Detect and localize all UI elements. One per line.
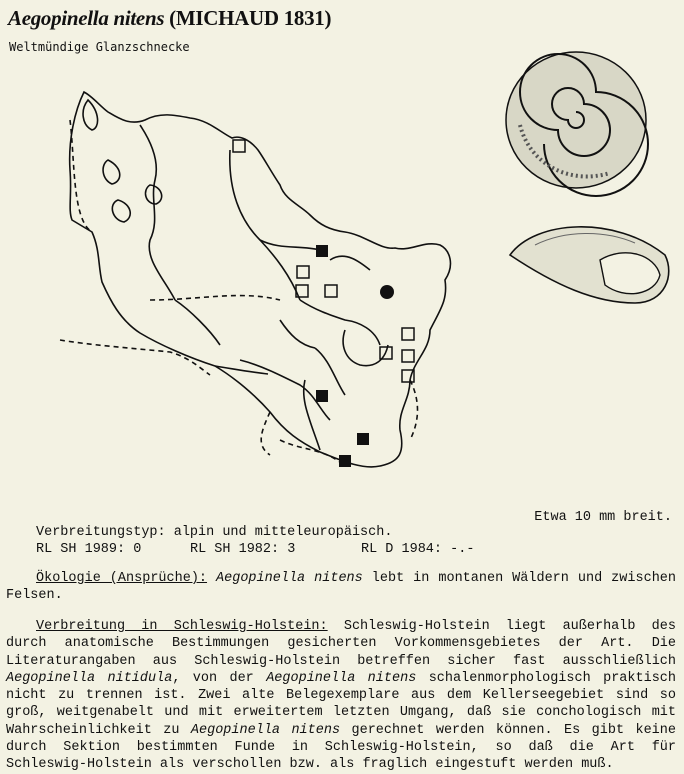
record-filled-square <box>316 390 328 402</box>
record-filled-square <box>357 433 369 445</box>
page-title <box>8 6 331 31</box>
ecology-species: Aegopinella nitens <box>216 571 363 586</box>
distribution-text-3: schalenmorphologisch praktisch nicht zu trennen ist. Zwei alte Belegexemplare aus dem Kellerseegebiet sind so groß, weitgenabelt und mit erweitertem letzten Umgang, daß sie conchologisch mit Wahrscheinlichkeit zu <box>6 670 677 738</box>
distribution-species-2: Aegopinella nitens <box>266 670 417 686</box>
record-filled-circle <box>380 285 394 299</box>
shell-top-view <box>500 45 680 205</box>
distribution-type: Verbreitungstyp: alpin und mitteleuropäisch. <box>36 525 393 540</box>
distribution-heading: Verbreitung in Schleswig-Holstein: <box>36 619 328 634</box>
rl-d-1984: RL D 1984: -.- <box>361 542 475 557</box>
scale-note: Etwa 10 mm breit. <box>534 510 672 525</box>
species-name: Aegopinella nitens <box>8 6 165 30</box>
record-open-square <box>402 328 414 340</box>
distribution-text-4: gerechnet werden können. Es gibt keine durch Sektion bestimmten Funde in Schleswig-Holstein, so daß die Art für Schleswig-Holstein als verschollen bzw. als fraglich eingestuft werden muß. <box>6 722 676 773</box>
distribution-species-1: Aegopinella nitidula <box>6 670 173 686</box>
coastline <box>70 92 451 467</box>
record-open-square <box>297 266 309 278</box>
common-name: Weltmündige Glanzschnecke <box>9 40 190 54</box>
record-open-square <box>325 285 337 297</box>
record-filled-square <box>339 455 351 467</box>
ecology-heading: Ökologie (Ansprüche): <box>36 571 208 586</box>
distribution-text-1: Schleswig-Holstein liegt außerhalb des durch anatomische Bestimmungen gesicherten Vorkommensgebietes der Art. Die Literaturangaben aus Schleswig-Holstein betreffen sicher fast ausschließlich <box>6 619 676 669</box>
island <box>83 100 98 130</box>
record-open-square <box>402 350 414 362</box>
distribution-map <box>0 75 470 485</box>
ecology-paragraph <box>6 570 676 605</box>
distribution-paragraph <box>6 618 676 774</box>
distribution-species-3: Aegopinella nitens <box>190 722 341 738</box>
record-open-square <box>233 140 245 152</box>
rl-sh-1989: RL SH 1989: 0 <box>36 542 142 557</box>
species-author: (MICHAUD 1831) <box>169 6 332 30</box>
distribution-text-2: , von der <box>172 670 254 686</box>
rl-sh-1982: RL SH 1982: 3 <box>190 542 296 557</box>
record-filled-square <box>316 245 328 257</box>
shell-side-view <box>505 215 675 315</box>
ecology-text: lebt in montanen Wäldern und zwischen Felsen. <box>6 571 676 604</box>
